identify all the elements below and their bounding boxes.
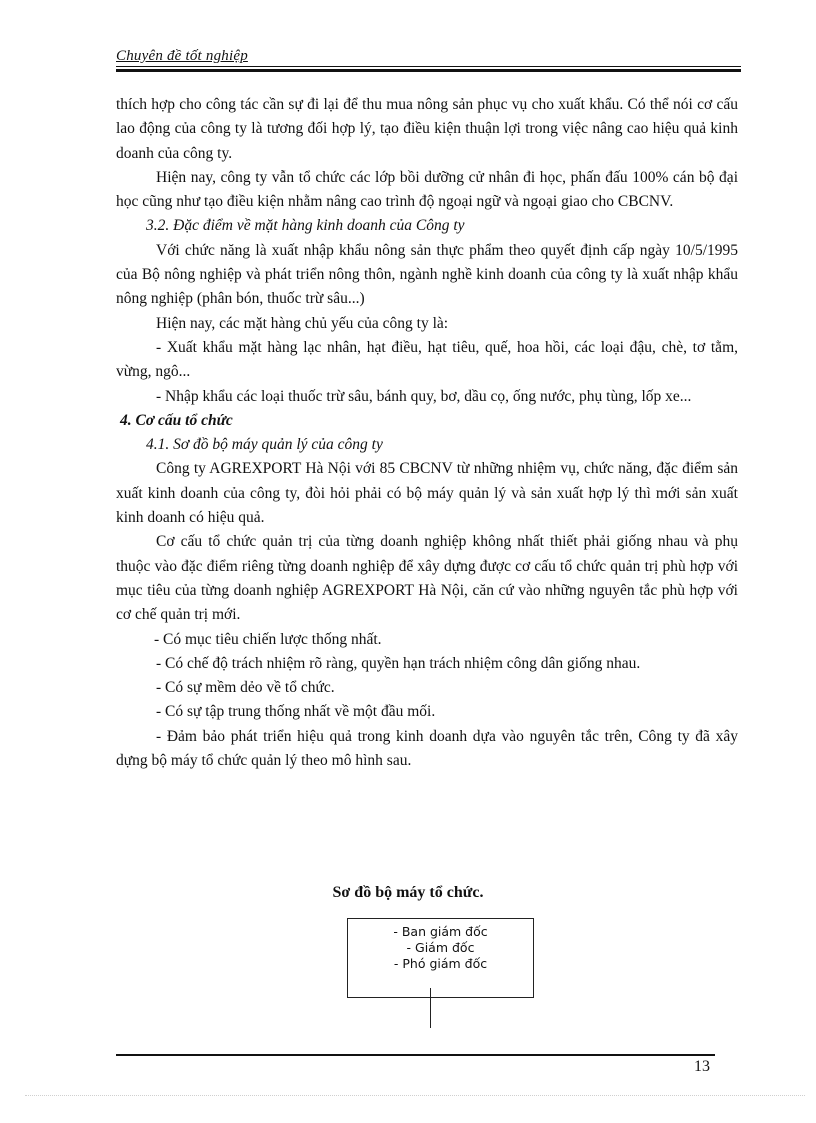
footer-rule bbox=[116, 1054, 715, 1056]
page-edge-dots bbox=[25, 1095, 805, 1096]
list-item-flexibility: - Có sự mềm dẻo về tổ chức. bbox=[156, 679, 335, 697]
org-box-line-board: - Ban giám đốc bbox=[393, 924, 488, 939]
subsection-heading-3-2: 3.2. Đặc điểm về mặt hàng kinh doanh của Công ty bbox=[146, 217, 465, 235]
paragraph-continuation: thích hợp cho công tác cần sự đi lại để thu mua nông sản phục vụ cho xuất khẩu. Có thể nói cơ cấu lao động của công ty là tương đối hợp lý, tạo điều kiện thuận lợi trong việc nâng cao hiệu quả kinh doanh của công ty. bbox=[116, 96, 738, 162]
page-number: 13 bbox=[694, 1058, 710, 1075]
paragraph-training: Hiện nay, công ty vẫn tổ chức các lớp bồi dưỡng cử nhân đi học, phấn đấu 100% cán bộ đại học cũng như tạo điều kiện nhằm nâng cao trình độ ngoại ngữ và ngoại giao cho CBCNV. bbox=[116, 168, 738, 211]
body-text bbox=[116, 93, 738, 773]
org-box-line-deputy: - Phó giám đốc bbox=[393, 956, 488, 971]
org-chart-connector bbox=[430, 988, 431, 1028]
list-item-goal: - Có mục tiêu chiến lược thống nhất. bbox=[154, 630, 382, 648]
paragraph-business-function: Với chức năng là xuất nhập khẩu nông sản thực phẩm theo quyết định cấp ngày 10/5/1995 của Bộ nông nghiệp và phát triển nông thôn, ngành nghề kinh doanh của công ty là xuất nhập khẩu nông nghiệp (phân bón, thuốc trừ sâu...) bbox=[116, 241, 738, 308]
header-rule-thin bbox=[116, 66, 741, 67]
paragraph-management-structure: Cơ cấu tổ chức quản trị của từng doanh nghiệp không nhất thiết phải giống nhau và phụ thuộc vào đặc điểm riêng từng doanh nghiệp để xây dựng được cơ cấu tổ chức quản trị phù hợp với mục tiêu của từng doanh nghiệp AGREXPORT Hà Nội, căn cứ vào những nguyên tắc phù hợp với cơ chế quản trị mới. bbox=[116, 533, 738, 624]
running-header: Chuyên đề tốt nghiệp bbox=[116, 48, 248, 64]
list-item-centralization: - Có sự tập trung thống nhất về một đầu mối. bbox=[156, 703, 436, 721]
list-item-efficiency: - Đảm bảo phát triển hiệu quả trong kinh doanh dựa vào nguyên tắc trên, Công ty đã xây dựng bộ máy tổ chức quản lý theo mô hình sau. bbox=[116, 727, 738, 770]
paragraph-company-intro: Công ty AGREXPORT Hà Nội với 85 CBCNV từ những nhiệm vụ, chức năng, đặc điểm sản xuất kinh doanh của công ty, đòi hỏi phải có bộ máy quản lý và sản xuất hợp lý thì mới sản xuất kinh doanh có hiệu quả. bbox=[116, 460, 738, 527]
paragraph-main-products-intro: Hiện nay, các mặt hàng chủ yếu của công ty là: bbox=[156, 314, 449, 332]
diagram-title: Sơ đồ bộ máy tổ chức. bbox=[332, 884, 484, 901]
list-item-responsibility: - Có chế độ trách nhiệm rõ ràng, quyền hạn trách nhiệm công dân giống nhau. bbox=[156, 654, 641, 672]
header-rule-thick bbox=[116, 69, 741, 72]
list-item-import: - Nhập khẩu các loại thuốc trừ sâu, bánh quy, bơ, dầu cọ, ống nước, phụ tùng, lốp xe... bbox=[156, 387, 692, 405]
list-item-export: - Xuất khẩu mặt hàng lạc nhân, hạt điều, hạt tiêu, quế, hoa hồi, các loại đậu, chè, tơ tằm, vừng, ngô... bbox=[116, 338, 738, 381]
org-chart-top-box bbox=[347, 918, 534, 998]
section-heading-4: 4. Cơ cấu tổ chức bbox=[120, 411, 233, 429]
subsection-heading-4-1: 4.1. Sơ đồ bộ máy quản lý của công ty bbox=[146, 436, 383, 454]
org-box-line-director: - Giám đốc bbox=[406, 940, 475, 955]
